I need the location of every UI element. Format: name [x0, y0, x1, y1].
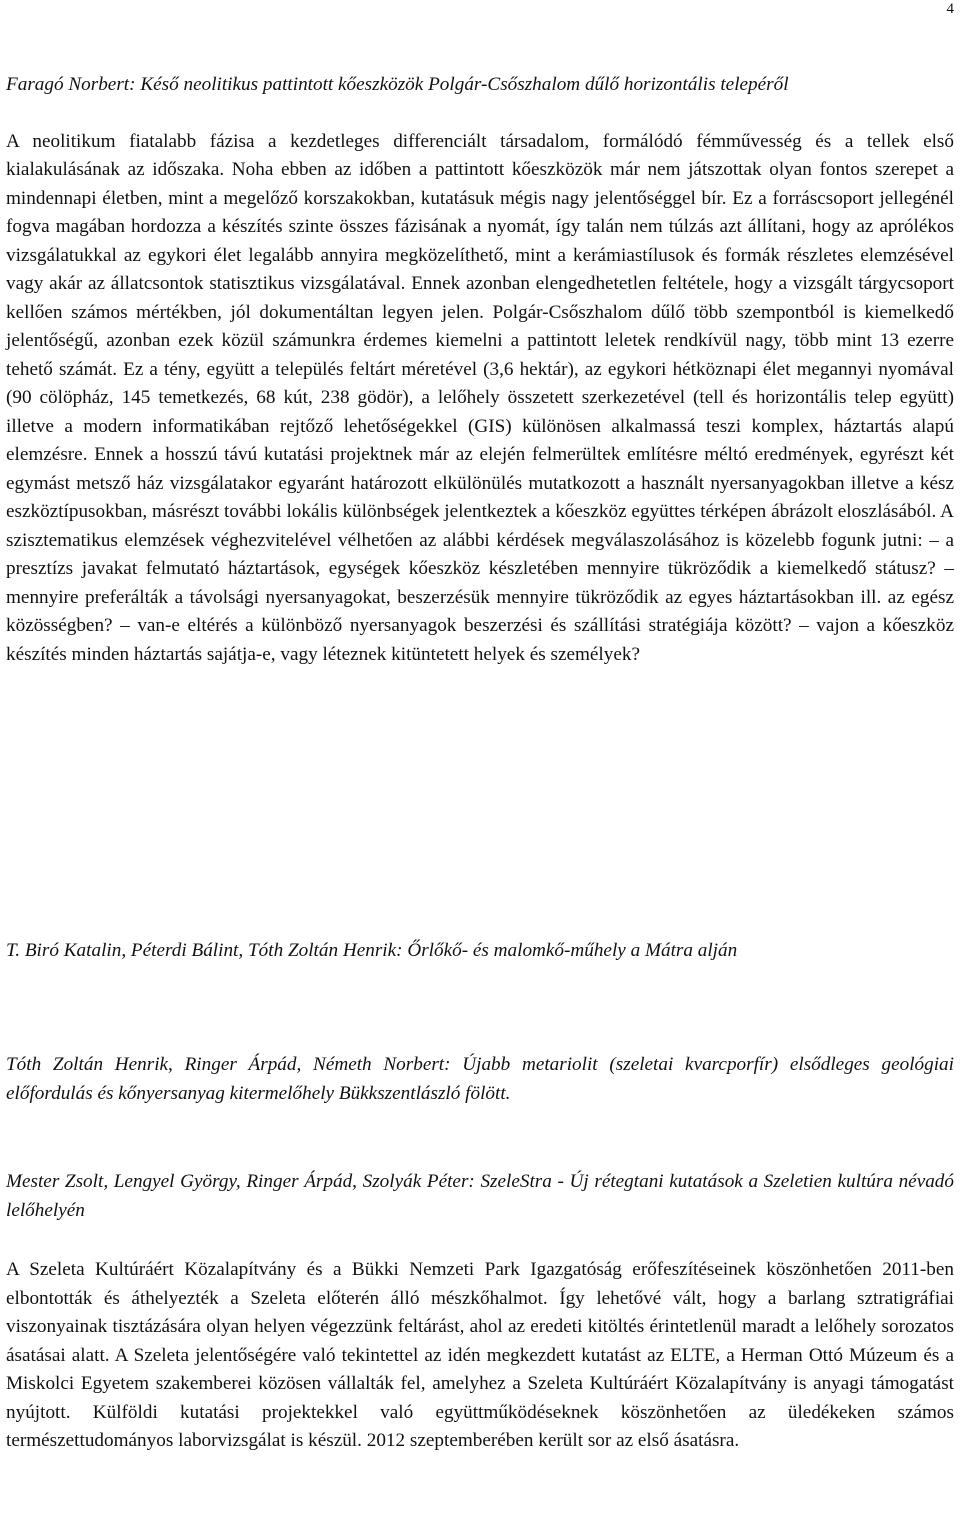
section-biro	[6, 937, 954, 966]
section-mester	[6, 1168, 954, 1456]
section-body: A neolitikum fiatalabb fázisa a kezdetleges differenciált társadalom, formálódó fémművesség és a tellek első kialakulásának az időszaka. Noha ebben az időben a pattintott kőeszközök már nem játszottak olyan fontos szerepet a mindennapi életben, mint a megelőző korszakokban, kutatásuk mégis nagy jelentőséggel bír. Ez a forráscsoport jellegénél fogva magában hordozza a készítés szinte összes fázisának a nyomát, így talán nem túlzás azt állítani, hogy az aprólékos vizsgálatukkal az egykori élet legalább annyira megközelíthető, mint a kerámiastílusok és formák részletes elemzésével vagy akár az állatcsontok statisztikus vizsgálatával. Ennek azonban elengedhetetlen feltétele, hogy a vizsgált tárgycsoport kellően számos mértékben, jól dokumentáltan legyen jelen. Polgár-Csőszhalom dűlő több szempontból is kiemelkedő jelentőségű, azonban ezek közül számunkra érdemes kiemelni a pattintott leletek rendkívül nagy, több mint 13 ezerre tehető számát. Ez a tény, együtt a település feltárt méretével (3,6 hektár), az egykori hétköznapi élet megannyi nyomával (90 cölöpház, 145 temetkezés, 68 kút, 238 gödör), a lelőhely összetett szerkezetével (tell és horizontális telep együtt) illetve a modern informatikában rejtőző lehetőségekkel (GIS) különösen alkalmassá teszi komplex, háztartás alapú elemzésre. Ennek a hosszú távú kutatási projektnek már az elején felmerültek említésre méltó eredmények, egyrészt két egymást metsző ház vizsgálatakor egyaránt határozott elkülönülés mutatkozott a használt nyersanyagokban illetve a kész eszköztípusokban, másrészt további lokális különbségek jelentkeztek a kőeszköz együttes térképen ábrázolt eloszlásából. A szisztematikus elemzések véghezvitelével vélhetően az alábbi kérdések megválaszolásához is közelebb fogunk jutni: – a presztízs javakat felmutató háztartások, egységek kőeszköz készletében mennyire tükröződik a kiemelkedő státusz? – mennyire preferálták a távolsági nyersanyagokat, beszerzésük mennyire tükröződik az egyes háztartásokban ill. az egész közösségben? – van-e eltérés a különböző nyersanyagok beszerzési és szállítási stratégiája között? – vajon a kőeszköz készítés minden háztartás sajátja-e, vagy léteznek kitüntetett helyek és személyek?	[6, 130, 954, 665]
page-number: 4	[946, 1, 954, 17]
section-title: T. Biró Katalin, Péterdi Bálint, Tóth Zoltán Henrik: Őrlőkő- és malomkő-műhely a Mátra alján	[6, 940, 738, 961]
section-title: Tóth Zoltán Henrik, Ringer Árpád, Németh Norbert: Újabb metariolit (szeletai kvarcporfír) elsődleges geológiai előfordulás és kőnyersanyag kitermelőhely Bükkszentlászló fölött.	[6, 1054, 954, 1104]
section-toth	[6, 1051, 954, 1108]
section-farago	[6, 71, 954, 669]
section-title: Mester Zsolt, Lengyel György, Ringer Árpád, Szolyák Péter: SzeleStra - Új rétegtani kutatások a Szeletien kultúra névadó lelőhelyén	[6, 1171, 954, 1221]
section-body: A Szeleta Kultúráért Közalapítvány és a Bükki Nemzeti Park Igazgatóság erőfeszítéseinek köszönhetően 2011-ben elbontották és áthelyezték a Szeleta előterén álló mészkőhalmot. Így lehetővé vált, hogy a barlang sztratigráfiai viszonyainak tisztázására olyan helyen végezzünk feltárást, ahol az eredeti kitöltés érintetlenül maradt a lelőhely sorozatos ásatásai alatt. A Szeleta jelentőségére való tekintettel az idén megkezdett kutatást az ELTE, a Herman Ottó Múzeum és a Miskolci Egyetem szakemberei közösen vállalták fel, amelyhez a Szeleta Kultúráért Közalapítvány is anyagi támogatást nyújtott. Külföldi kutatási projektekkel való együttműködéseknek köszönhetően az üledékeken számos természettudományos laborvizsgálat is készül. 2012 szeptemberében került sor az első ásatásra.	[6, 1259, 954, 1451]
section-title: Faragó Norbert: Késő neolitikus pattintott kőeszközök Polgár-Csőszhalom dűlő horizontális telepéről	[6, 74, 789, 95]
